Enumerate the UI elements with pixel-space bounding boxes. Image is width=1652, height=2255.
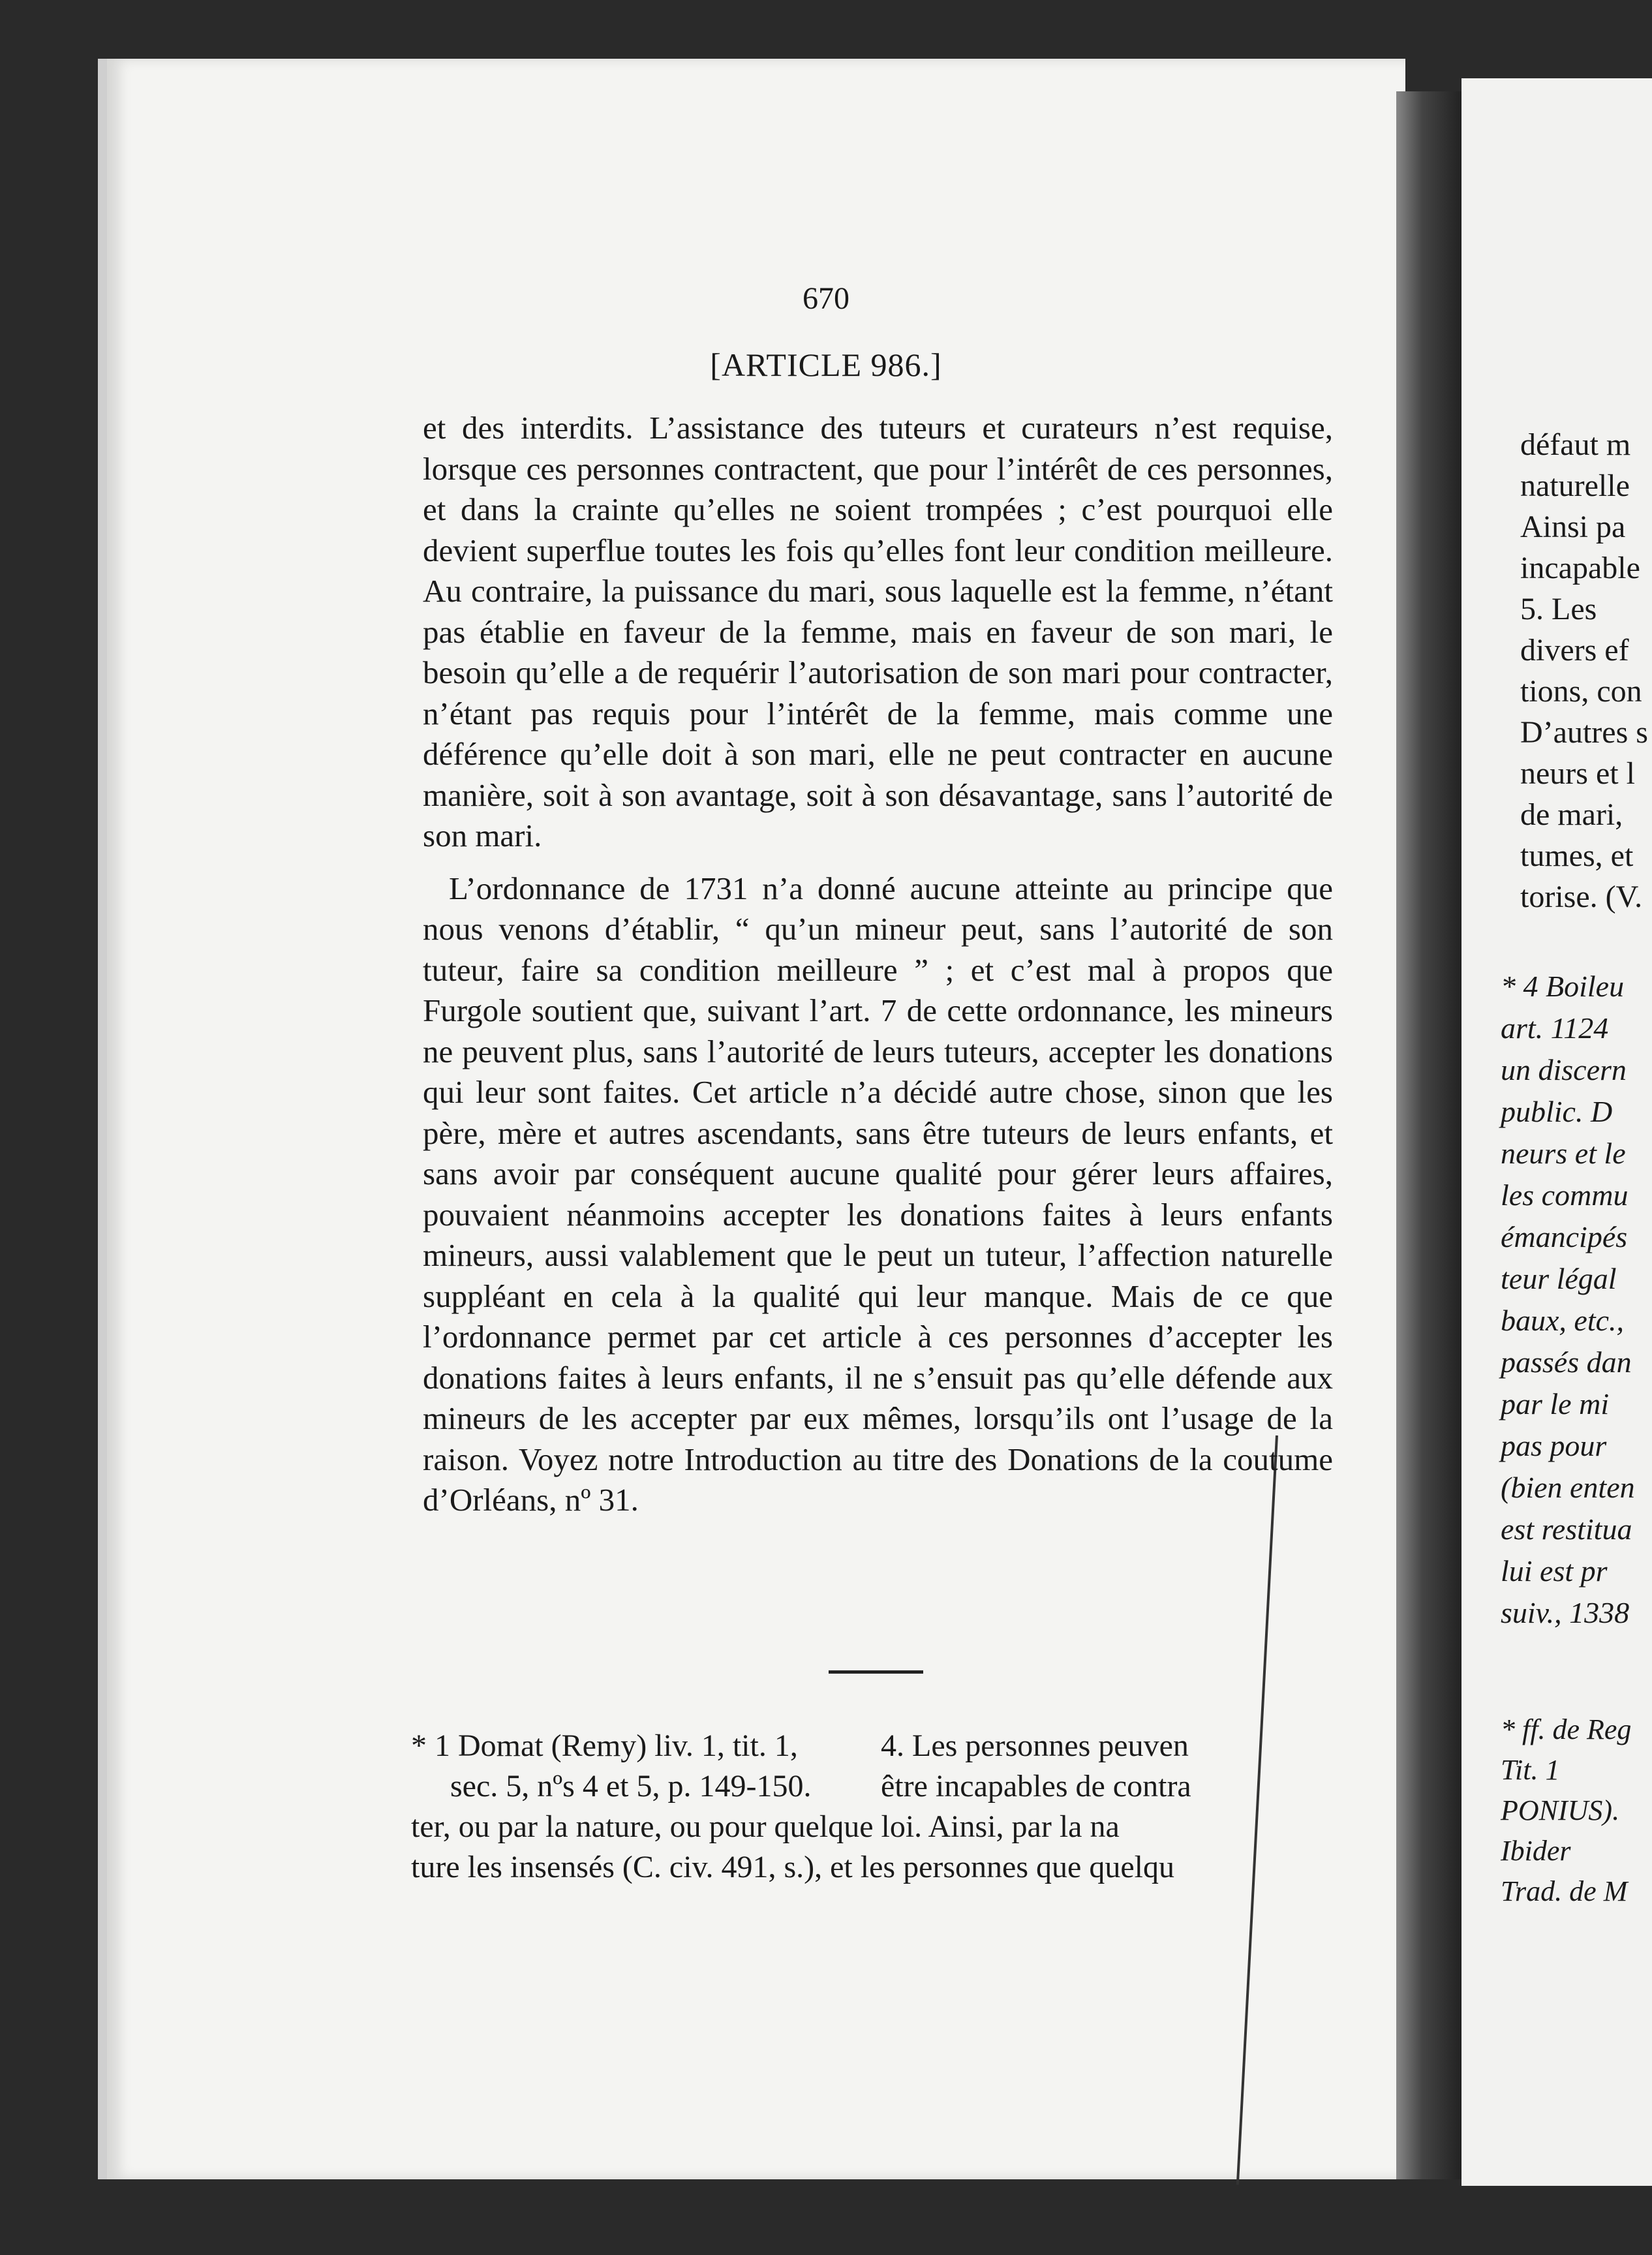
right-line: tumes, et	[1520, 838, 1634, 873]
right-note-2: Trad. de M	[1501, 1875, 1628, 1907]
footnote-continuation-1: ter, ou par la nature, ou pour quelque loi. Ainsi, par la na	[411, 1809, 1120, 1844]
right-note-2: PONIUS).	[1501, 1794, 1620, 1826]
main-text	[423, 408, 1333, 1521]
right-line: D’autres s	[1520, 715, 1648, 750]
right-note: passés dan	[1501, 1345, 1632, 1379]
right-note-2: Tit. 1	[1501, 1754, 1560, 1786]
right-line: de mari,	[1520, 797, 1623, 832]
right-line: 5. Les	[1520, 592, 1597, 626]
book-gutter	[1396, 91, 1461, 2179]
paragraph-2: L’ordonnance de 1731 n’a donné aucune atteinte au principe que nous venons d’établir, “ qu’un mineur peut, sans l’autorité de son tuteur, faire sa condition meilleure ” ; et c’est mal à propos que Furgole soutient que, suivant l’art. 7 de cette ordonnance, les mineurs ne peuvent plus, sans l’autorité de leurs tuteurs, accepter les donations qui leur sont faites. Cet article n’a décidé autre chose, sinon que les père, mère et autres ascendants, sans être tuteurs de leurs enfants, et sans avoir par conséquent aucune qualité pour gérer leurs affaires, pouvaient néanmoins accepter les donations faites à leurs enfants mineurs, aussi valablement que le peut un tuteur, l’affection naturelle suppléant en cela à la qualité qui leur manque. Mais de ce que l’ordonnance permet par cet article à ces personnes d’accepter les donations faites à leurs enfants, il ne s’ensuit pas qu’elle défende aux mineurs de les accepter par eux mêmes, lorsqu’ils ont l’usage de la raison. Voyez notre Introduction au titre des Donations de la coutume d’Orléans, nº 31.	[423, 870, 1333, 1518]
right-note: suiv., 1338	[1501, 1596, 1630, 1629]
right-note: teur légal	[1501, 1262, 1617, 1295]
right-note: lui est pr	[1501, 1554, 1608, 1588]
article-title: [ARTICLE 986.]	[710, 346, 942, 383]
footnote-continuation-2: ture les insensés (C. civ. 491, s.), et les personnes que quelqu	[411, 1850, 1174, 1884]
footnote	[411, 1726, 1318, 1888]
right-note: (bien enten	[1501, 1471, 1635, 1504]
right-note: les commu	[1501, 1178, 1629, 1212]
right-page-text	[1520, 424, 1648, 917]
right-line: divers ef	[1520, 633, 1629, 667]
page-number: 670	[803, 281, 849, 316]
right-note: un discern	[1501, 1053, 1627, 1086]
right-note: public. D	[1501, 1095, 1613, 1128]
right-line: Ainsi pa	[1520, 510, 1626, 544]
right-line: torise. (V.	[1520, 880, 1643, 914]
right-note-2: Ibider	[1501, 1835, 1571, 1867]
right-note: neurs et le	[1501, 1137, 1626, 1170]
footnote-text-start	[881, 1726, 1318, 1807]
right-note-2: * ff. de Reg	[1501, 1713, 1632, 1745]
footnote-right-line2: être incapables de contra	[881, 1769, 1191, 1803]
right-page	[1461, 78, 1652, 2186]
footnote-reference	[411, 1726, 881, 1807]
footnote-ref-line1: * 1 Domat (Remy) liv. 1, tit. 1,	[411, 1728, 798, 1763]
right-note: * 4 Boileu	[1501, 970, 1625, 1003]
right-page-notes-2	[1501, 1710, 1631, 1912]
paragraph-1: et des interdits. L’assistance des tuteurs et curateurs n’est requise, lorsque ces personnes contractent, que pour l’intérêt de ces personnes, et dans la crainte qu’elles ne soient trompées ; c’est pourquoi elle devient superflue toutes les fois qu’elles font leur condition meilleure. Au contraire, la puissance du mari, sous laquelle est la femme, n’étant pas établie en faveur de la femme, mais en faveur de son mari, le besoin qu’elle a de requérir l’autorisation de son mari pour contracter, n’étant pas requis pour l’intérêt de la femme, mais comme une déférence qu’elle doit à son mari, elle ne peut contracter en aucune manière, soit à son avantage, soit à son désavantage, sans l’autorité de son mari.	[423, 410, 1333, 853]
right-note: est restitua	[1501, 1512, 1632, 1546]
footnote-right-line1: 4. Les personnes peuven	[881, 1728, 1189, 1763]
right-note: art. 1124	[1501, 1011, 1609, 1045]
right-line: neurs et l	[1520, 756, 1635, 791]
right-note: pas pour	[1501, 1429, 1607, 1462]
right-page-notes	[1501, 966, 1635, 1634]
right-note: baux, etc.,	[1501, 1304, 1625, 1337]
right-note: par le mi	[1501, 1387, 1610, 1420]
right-line: défaut m	[1520, 427, 1631, 462]
right-line: tions, con	[1520, 674, 1642, 709]
right-note: émancipés	[1501, 1220, 1628, 1253]
footnote-ref-line2: sec. 5, nºs 4 et 5, p. 149-150.	[450, 1769, 812, 1803]
right-line: incapable	[1520, 551, 1640, 585]
section-divider	[829, 1670, 923, 1674]
right-line: naturelle	[1520, 468, 1630, 503]
